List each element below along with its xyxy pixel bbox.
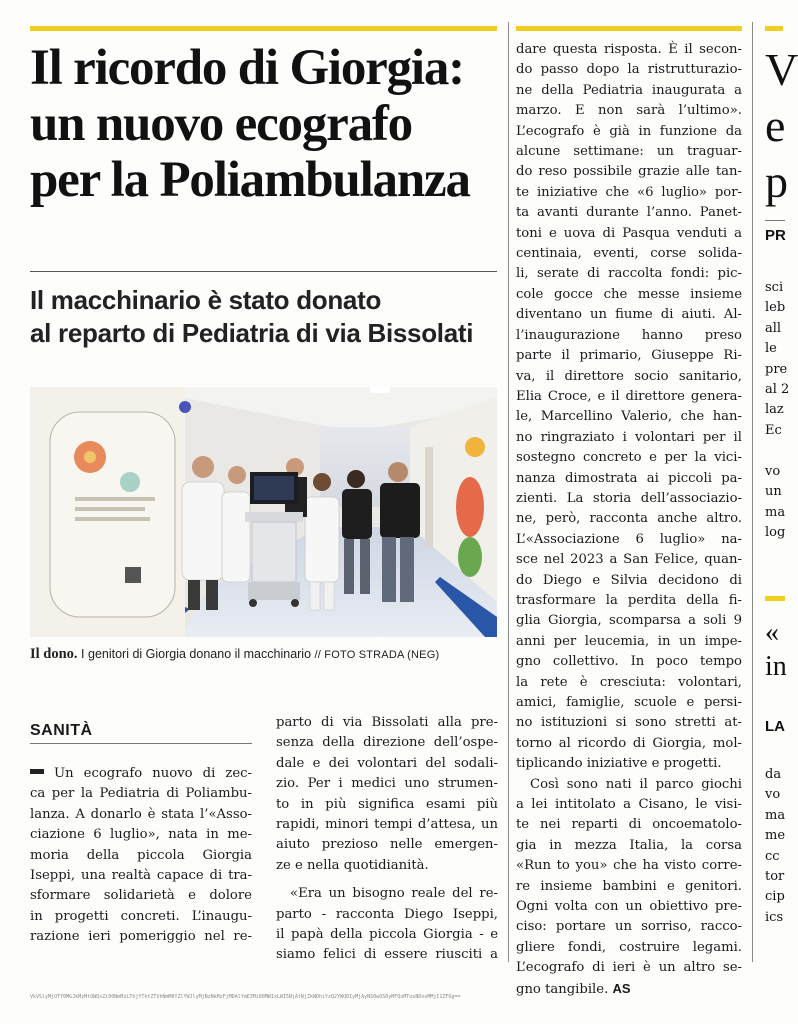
text-line: toni e uova di Pasqua venduti a [516, 225, 742, 241]
text-line: anni per leucemia, in un impe- [516, 633, 742, 649]
paragraph-bullet [30, 769, 44, 774]
text-line: marzo. E non sarà l’ultimo». [516, 103, 742, 119]
headline-rule [30, 271, 497, 272]
article-photo [30, 387, 497, 637]
text-line: ciso: portare un sorriso, racco- [516, 919, 742, 935]
headline-line: per la Poliambulanza [30, 152, 470, 208]
text-line: «Run to you» che ha visto corre- [516, 858, 742, 874]
next-body: vo un ma log [765, 464, 786, 541]
text-line: razione ieri pomeriggio nel re- [30, 929, 252, 945]
text-line: te iniziative che «6 luglio» por- [516, 184, 742, 200]
text-line: ne, però, racconta anche altro. [516, 511, 742, 527]
column-divider [508, 22, 509, 962]
next-body: sci leb all le pre al 2 laz Ec [765, 280, 790, 438]
text-line: no ringraziato i volontari per il [516, 429, 742, 445]
text-line: Un ecografo nuovo di zec- [30, 764, 252, 784]
text-line: amici, famiglie, scuole e persi- [516, 695, 742, 710]
text-line: nanza dimostrata ai piccoli pa- [516, 470, 742, 486]
text-line: gliere fondi, costruire legami. [516, 939, 742, 955]
text-line: le, Marcellino Valerio, che han- [516, 409, 742, 425]
text-line: ze e nella quotidianità. [276, 857, 429, 873]
text-line: parto - racconta Diego Iseppi, [276, 906, 498, 922]
text-line: te nei reparti di oncoematolo- [516, 817, 742, 833]
text-line: tiplicando iniziative e progetti. [516, 756, 722, 772]
text-line: ciazione 6 luglio», nata in me- [30, 827, 252, 843]
article-headline [30, 40, 500, 208]
text-line: ne della Pediatria inaugurata a [516, 82, 742, 98]
caption-lead: Il dono. [30, 646, 78, 662]
text-line: siamo felici di essere riusciti a [276, 947, 498, 963]
next-quote: « in [765, 617, 787, 682]
text-line: gno collettivo. In poco tempo [516, 654, 742, 670]
subhead-line: al reparto di Pediatria di via Bissolati [30, 318, 474, 348]
headline-line: un nuovo ecografo [30, 96, 412, 152]
text-line: re insieme bambini e genitori. [516, 878, 742, 894]
text-line: moria della piccola Giorgia [30, 847, 252, 863]
text-line: in progetti concreti. L’inaugu- [30, 908, 252, 924]
text-line: parte il primario, Giuseppe Ri- [516, 348, 742, 364]
text-line: do Diego e Silvia decidono di [516, 572, 742, 588]
text-line: zienti. La storia dell’associazio- [516, 490, 742, 506]
text-line: sce nel 2023 a San Felice, quan- [516, 552, 742, 568]
top-accent-bar-col3 [516, 26, 742, 31]
text-line: li, serate di raccolta fondi: pic- [516, 266, 742, 282]
next-article-cropped [755, 30, 798, 980]
text-line: senza della direzione dell’ospe- [276, 735, 498, 751]
text-line: Ogni volta con un obiettivo pre- [516, 899, 742, 915]
caption-text: I genitori di Giorgia donano il macchinario [81, 647, 312, 661]
text-line: l’inaugurazione hanno preso [516, 327, 742, 343]
text-line: ca per la Pediatria di Poliambu- [30, 786, 252, 802]
text-line: aiuto prezioso nelle emergen- [276, 837, 498, 853]
text-line: cole gocce che messe insieme [516, 286, 742, 302]
text-line: alcune settimane: un traguar- [516, 144, 742, 160]
next-body: da vo ma me cc tor cip ics [765, 767, 786, 925]
article-subhead [30, 284, 500, 350]
text-line: L’ecografo di ieri è un altro se- [516, 960, 742, 976]
caption-credit: // FOTO STRADA (NEG) [314, 649, 440, 661]
text-line: L’ecografo è già in funzione da [516, 123, 742, 139]
text-line: zio. Per i medici uno strumen- [276, 776, 498, 792]
footer-tracking-code: VkVSlyMjOTY0MGJkMzMtOWQxZi00NmMzLThjYTktZTVhNmM0YZlYWJlyMjNzNkMzFjMDAlYmE3Mi00MWIxLWI5NjAtNjZkNDhiYzQ2YWQ0IyMjAyNS0wOS0yMFQxMToxNDoxMMjI1ZFUg== [30, 994, 461, 1000]
text-line: do reso possibile grazie alle tan- [516, 164, 742, 180]
article-column-2 [276, 713, 498, 966]
photo-caption [30, 646, 500, 663]
text-line: no istituzioni si sono stretti at- [516, 715, 742, 731]
text-line: lanza. A donarlo è stata l’«Asso- [30, 806, 252, 822]
article-column-1 [30, 764, 252, 948]
text-line: rapidi, minori tempi d’attesa, un [276, 817, 498, 833]
article-column-3 [516, 40, 742, 1000]
text-line: L’«Associazione 6 luglio» na- [516, 531, 742, 547]
text-line: dare questa risposta. È il secon- [516, 42, 742, 57]
text-line: gia in mezza Italia, la corsa [516, 837, 742, 853]
text-line: Iseppi, una realtà capace di tra- [30, 868, 252, 884]
next-headline: V e p [765, 44, 798, 207]
section-rule [30, 743, 252, 744]
text-line: va, il direttore socio sanitario, [516, 368, 742, 384]
text-line: to in più significa esami più [276, 796, 498, 812]
text-line: «Era un bisogno reale del re- [290, 886, 498, 902]
text-line: diventano un fiume di aiuti. Al- [516, 307, 742, 323]
text-line: parto di via Bissolati alla pre- [276, 715, 498, 730]
text-line: centinaia, eventi, corse solida- [516, 246, 742, 262]
top-accent-bar [30, 26, 497, 31]
text-line: sformare solidarietà e dolore [30, 888, 252, 904]
text-line: do passo dopo la ristrutturazio- [516, 62, 742, 78]
text-line: la rete è cresciuta: volontari, [516, 674, 742, 690]
text-line: ta avanti durante l’anno. Panet- [516, 205, 742, 221]
text-line: Elia Croce, e il direttore genera- [516, 388, 742, 404]
section-label: SANITÀ [30, 722, 93, 739]
column-divider-right [752, 22, 753, 962]
text-line: glia Giorgia, scomparsa a soli 9 [516, 613, 742, 629]
text-line: torno al ricordo di Giorgia, mol- [516, 735, 742, 751]
text-line: trasformare la perdita della fi- [516, 592, 742, 608]
subhead-line: Il macchinario è stato donato [30, 285, 382, 315]
headline-line: Il ricordo di Giorgia: [30, 40, 464, 96]
text-line: gno tangibile. AS [516, 980, 631, 997]
text-line: a lei intitolato a Cisano, le visi- [516, 797, 742, 813]
text-line: il papà della piccola Giorgia - e [276, 927, 498, 943]
author-signature: AS [612, 980, 631, 996]
text-line: sostegno concreto e per la vici- [516, 450, 742, 466]
text-line: Così sono nati il parco giochi [530, 776, 742, 792]
text-line: dale e dei volontari del sodali- [276, 755, 498, 771]
next-kicker: PR [765, 227, 786, 244]
next-kicker: LA [765, 718, 785, 735]
